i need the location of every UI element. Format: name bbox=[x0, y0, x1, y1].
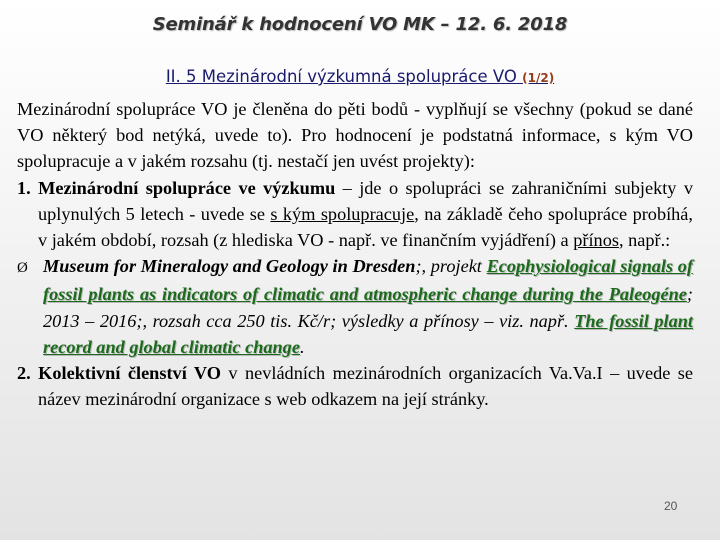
slide-title-text: II. 5 Mezinárodní výzkumná spolupráce VO bbox=[165, 67, 517, 86]
bullet-end: . bbox=[299, 336, 305, 357]
seminar-header: Seminář k hodnocení VO MK – 12. 6. 2018 bbox=[152, 14, 568, 35]
item-2 bbox=[17, 360, 693, 412]
partner-name: Museum for Mineralogy and Geology in Dresden bbox=[43, 256, 416, 277]
item-2-heading: 2. Kolektivní členství VO bbox=[17, 363, 221, 384]
item-1 bbox=[17, 175, 693, 254]
example-bullet bbox=[17, 253, 693, 360]
item-1-heading: 1. Mezinárodní spolupráce ve výzkumu bbox=[17, 177, 336, 198]
slide-title bbox=[0, 67, 720, 86]
item-1-text-b: , na základě čeho spolupráce probíhá, v jakém období, rozsah (z hlediska VO - např. ve finančním vyjádření) a bbox=[38, 203, 693, 251]
bullet-separator: ;, projekt bbox=[415, 256, 487, 277]
page-number: 20 bbox=[664, 499, 678, 513]
project-link[interactable]: Ecophysiological signals of fossil plants as indicators of climatic and atmospheric change during the Paleogéne bbox=[43, 256, 693, 305]
intro-paragraph: Mezinárodní spolupráce VO je členěna do pěti bodů - vyplňují se všechny (pokud se dané VO některý bod netýká, uvede to). Pro hodnocení je podstatná informace, s kým VO spolupracuje a v jakém rozsahu (tj. nestačí jen uvést projekty): bbox=[17, 99, 693, 172]
result-link[interactable]: The fossil plant record and global climatic change bbox=[43, 310, 694, 357]
item-1-underlined-partner: s kým spolupracuje bbox=[270, 203, 415, 224]
item-1-text-c: , např.: bbox=[618, 230, 671, 251]
arrow-bullet-icon: Ø bbox=[17, 260, 28, 277]
project-details: ; 2013 – 2016;, rozsah cca 250 tis. Kč/r; výsledky a přínosy – viz. např. bbox=[43, 284, 693, 331]
item-2-text: v nevládních mezinárodních organizacích Va.Va.I – uvede se název mezinárodní organizace s web odkazem na její stránky. bbox=[38, 363, 693, 410]
slide-content bbox=[17, 96, 693, 412]
item-1-text-a: – jde o spolupráci se zahraničními subjekty v uplynulých 5 letech - uvede se bbox=[38, 177, 693, 224]
slide-part-label: (1/2) bbox=[522, 71, 555, 85]
item-1-underlined-benefit: přínos bbox=[573, 230, 619, 251]
